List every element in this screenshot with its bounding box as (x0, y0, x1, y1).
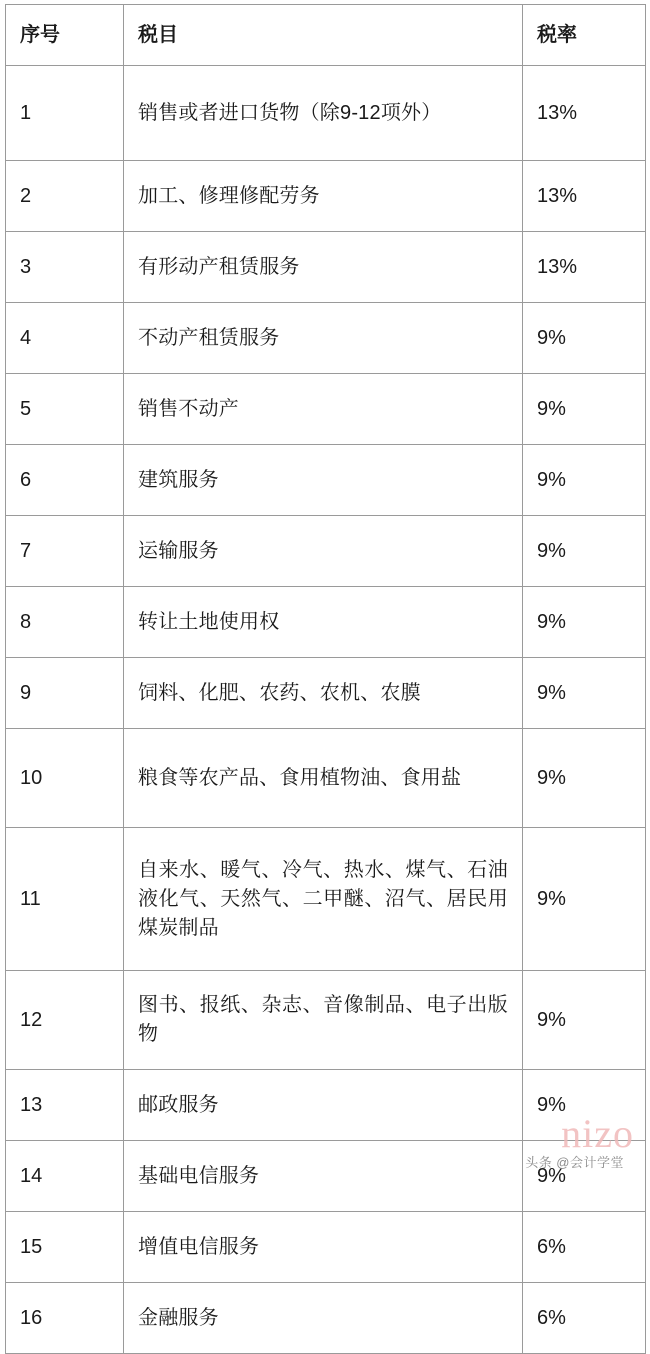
row-rate: 9% (523, 658, 646, 729)
row-rate: 13% (523, 161, 646, 232)
row-rate: 9% (523, 1070, 646, 1141)
table-row (6, 729, 646, 828)
row-rate: 13% (523, 232, 646, 303)
row-item: 自来水、暖气、冷气、热水、煤气、石油液化气、天然气、二甲醚、沼气、居民用煤炭制品 (124, 828, 523, 971)
row-item: 增值电信服务 (124, 1212, 523, 1283)
table-row (6, 1212, 646, 1283)
table-header-row (6, 5, 646, 66)
table-body (6, 66, 646, 1354)
table-row (6, 1070, 646, 1141)
row-item: 转让土地使用权 (124, 587, 523, 658)
row-no: 10 (6, 729, 124, 828)
table-row (6, 232, 646, 303)
row-no: 5 (6, 374, 124, 445)
row-no: 9 (6, 658, 124, 729)
table-row (6, 828, 646, 971)
row-rate: 6% (523, 1212, 646, 1283)
table-row (6, 1283, 646, 1354)
row-item: 金融服务 (124, 1283, 523, 1354)
row-item: 建筑服务 (124, 445, 523, 516)
row-no: 11 (6, 828, 124, 971)
row-rate: 9% (523, 516, 646, 587)
row-item: 图书、报纸、杂志、音像制品、电子出版物 (124, 971, 523, 1070)
row-item: 饲料、化肥、农药、农机、农膜 (124, 658, 523, 729)
row-item: 运输服务 (124, 516, 523, 587)
column-header-no: 序号 (6, 5, 124, 66)
row-no: 15 (6, 1212, 124, 1283)
row-item: 有形动产租赁服务 (124, 232, 523, 303)
row-item: 销售不动产 (124, 374, 523, 445)
row-rate: 9% (523, 303, 646, 374)
row-rate: 9% (523, 445, 646, 516)
row-no: 8 (6, 587, 124, 658)
row-no: 1 (6, 66, 124, 161)
table-row (6, 971, 646, 1070)
row-rate: 9% (523, 1141, 646, 1212)
table-row (6, 66, 646, 161)
row-rate: 9% (523, 729, 646, 828)
row-item: 邮政服务 (124, 1070, 523, 1141)
row-no: 4 (6, 303, 124, 374)
watermark-text: nizo (561, 1111, 634, 1156)
table-row (6, 516, 646, 587)
row-item: 粮食等农产品、食用植物油、食用盐 (124, 729, 523, 828)
row-rate: 6% (523, 1283, 646, 1354)
table-row (6, 1141, 646, 1212)
row-rate: 9% (523, 587, 646, 658)
table-row (6, 374, 646, 445)
row-no: 7 (6, 516, 124, 587)
row-item: 加工、修理修配劳务 (124, 161, 523, 232)
row-no: 3 (6, 232, 124, 303)
row-no: 2 (6, 161, 124, 232)
table-row (6, 161, 646, 232)
row-item: 不动产租赁服务 (124, 303, 523, 374)
column-header-rate: 税率 (523, 5, 646, 66)
source-credit: 头条 @会计学堂 (525, 1155, 624, 1170)
column-header-item: 税目 (124, 5, 523, 66)
row-item: 销售或者进口货物（除9-12项外） (124, 66, 523, 161)
table-row (6, 303, 646, 374)
row-item: 基础电信服务 (124, 1141, 523, 1212)
table-row (6, 587, 646, 658)
vat-rate-table (5, 4, 646, 1354)
row-rate: 9% (523, 971, 646, 1070)
row-no: 13 (6, 1070, 124, 1141)
table-header (6, 5, 646, 66)
table-row (6, 658, 646, 729)
row-no: 14 (6, 1141, 124, 1212)
table-row (6, 445, 646, 516)
row-no: 16 (6, 1283, 124, 1354)
row-rate: 9% (523, 828, 646, 971)
row-rate: 13% (523, 66, 646, 161)
row-no: 12 (6, 971, 124, 1070)
row-rate: 9% (523, 374, 646, 445)
row-no: 6 (6, 445, 124, 516)
